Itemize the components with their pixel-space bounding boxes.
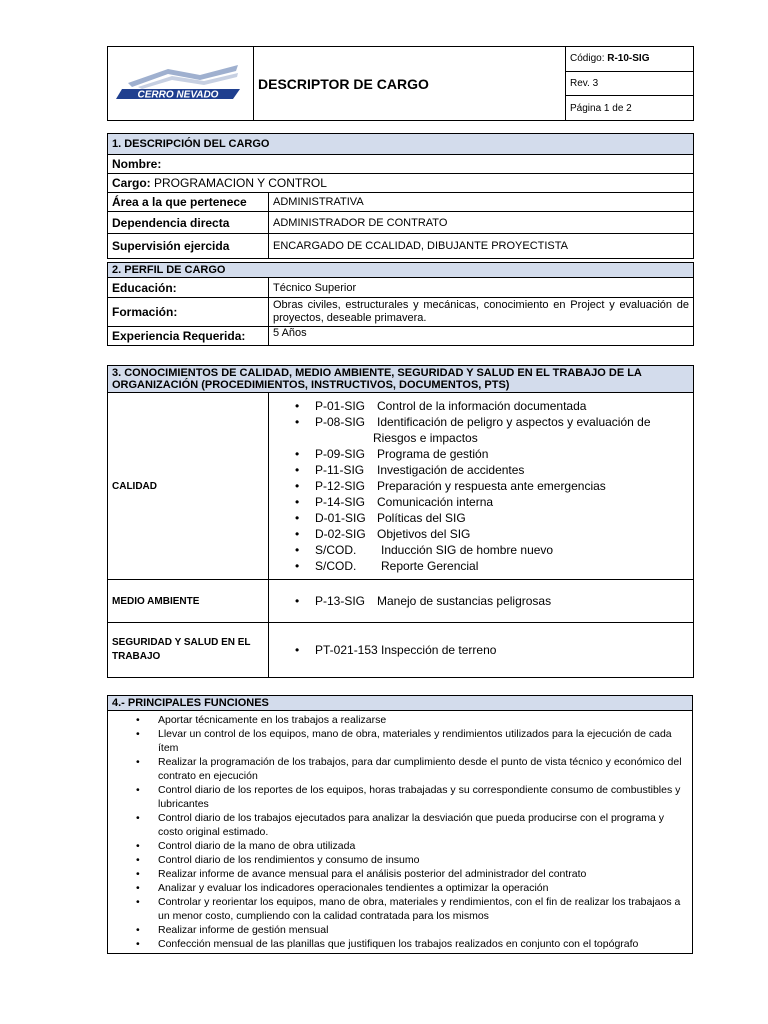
- list-item: • P-01-SIG Control de la información documentada: [269, 398, 693, 414]
- list-item: • P-13-SIG Manejo de sustancias peligrosas: [269, 593, 693, 609]
- document-title: DESCRIPTOR DE CARGO: [254, 47, 566, 121]
- formacion-label: Formación:: [108, 298, 269, 327]
- section2-title: 2. PERFIL DE CARGO: [108, 263, 694, 278]
- experiencia-label: Experiencia Requerida:: [108, 327, 269, 346]
- list-item: • Realizar informe de gestión mensual: [108, 923, 684, 937]
- list-item-continuation: Riesgos e impactos: [373, 431, 478, 445]
- experiencia-value: 5 Años: [269, 327, 694, 346]
- calidad-list: [269, 398, 693, 574]
- section-conocimientos: [107, 365, 694, 678]
- seguridad-cell: [269, 623, 694, 678]
- list-item: • S/COD. Reporte Gerencial: [269, 558, 693, 574]
- list-item: • Realizar la programación de los trabajos, para dar cumplimiento desde el punto de vista técnico y económico del contrato en ejecución: [108, 755, 684, 783]
- list-item: • Realizar informe de avance mensual para el análisis posterior del administrador del contrato: [108, 867, 684, 881]
- medio-ambiente-cell: [269, 580, 694, 623]
- funciones-list-cell: [108, 711, 693, 954]
- formacion-value: Obras civiles, estructurales y mecánicas, conocimiento en Project y evaluación de proyectos, deseable primavera.: [269, 298, 694, 327]
- list-item: • Control diario de los trabajos ejecutados para analizar la desviación que pueda producirse con el programa y costo original estimado.: [108, 811, 684, 839]
- list-item: • Confección mensual de las planillas que justifiquen los trabajos realizados en conjunto con el topógrafo: [108, 937, 684, 951]
- educacion-label: Educación:: [108, 278, 269, 298]
- list-item: • P-09-SIG Programa de gestión: [269, 446, 693, 462]
- area-value: ADMINISTRATIVA: [269, 193, 694, 212]
- funciones-list: [108, 713, 684, 951]
- list-item: • Controlar y reorientar los equipos, mano de obra, materiales y rendimientos, con el fin de realizar los trabajaos a un menor costo, cumpliendo con la calidad contratada para los mismos: [108, 895, 684, 923]
- document-header: [107, 46, 694, 121]
- cargo-value: PROGRAMACION Y CONTROL: [154, 176, 327, 190]
- section-perfil-cargo: [107, 262, 694, 346]
- list-item: • D-02-SIG Objetivos del SIG: [269, 526, 693, 542]
- calidad-list-cell: [269, 393, 694, 580]
- section4-title: 4.- PRINCIPALES FUNCIONES: [108, 696, 693, 711]
- cerro-nevado-logo: [108, 47, 254, 115]
- list-item: • P-12-SIG Preparación y respuesta ante emergencias: [269, 478, 693, 494]
- list-item: • Aportar técnicamente en los trabajos a realizarse: [108, 713, 684, 727]
- section1-title: 1. DESCRIPCIÓN DEL CARGO: [108, 134, 694, 155]
- list-item: • P-11-SIG Investigación de accidentes: [269, 462, 693, 478]
- seguridad-label: SEGURIDAD Y SALUD EN EL TRABAJO: [108, 623, 269, 678]
- medio-ambiente-label: MEDIO AMBIENTE: [108, 580, 269, 623]
- list-item: • S/COD. Inducción SIG de hombre nuevo: [269, 542, 693, 558]
- cargo-row: Cargo: PROGRAMACION Y CONTROL: [108, 174, 694, 193]
- list-item: • Control diario de la mano de obra utilizada: [108, 839, 684, 853]
- supervision-label: Supervisión ejercida: [108, 234, 269, 259]
- list-item: • Control diario de los reportes de los equipos, horas trabajadas y su correspondiente consumo de combustibles y lubricantes: [108, 783, 684, 811]
- calidad-label: CALIDAD: [108, 393, 269, 580]
- list-item: • PT-021-153 Inspección de terreno: [269, 642, 693, 658]
- nombre-label: Nombre:: [108, 155, 694, 174]
- area-label: Área a la que pertenece: [108, 193, 269, 212]
- document-revision: Rev. 3: [566, 71, 694, 96]
- section-principales-funciones: [107, 695, 693, 954]
- dependencia-label: Dependencia directa: [108, 212, 269, 234]
- section-descripcion-cargo: [107, 133, 694, 259]
- dependencia-value: ADMINISTRADOR DE CONTRATO: [269, 212, 694, 234]
- list-item: • P-14-SIG Comunicación interna: [269, 494, 693, 510]
- educacion-value: Técnico Superior: [269, 278, 694, 298]
- supervision-value: ENCARGADO DE CCALIDAD, DIBUJANTE PROYECTISTA: [269, 234, 694, 259]
- list-item: • Analizar y evaluar los indicadores operacionales tendientes a optimizar la operación: [108, 881, 684, 895]
- list-item: • D-01-SIG Políticas del SIG: [269, 510, 693, 526]
- document-page: Página 1 de 2: [566, 96, 694, 121]
- section3-title: 3. CONOCIMIENTOS DE CALIDAD, MEDIO AMBIENTE, SEGURIDAD Y SALUD EN EL TRABAJO DE LA ORGANIZACIÓN (PROCEDIMIENTOS, INSTRUCTIVOS, DOCUMENTOS, PTS): [108, 366, 694, 393]
- logo-text: CERRO NEVADO: [137, 89, 219, 101]
- list-item: • Control diario de los rendimientos y consumo de insumo: [108, 853, 684, 867]
- logo-cell: [108, 47, 254, 121]
- list-item: • Llevar un control de los equipos, mano de obra, materiales y rendimientos utilizados para la ejecución de cada ítem: [108, 727, 684, 755]
- list-item: • P-08-SIG Identificación de peligro y aspectos y evaluación de: [269, 414, 693, 430]
- document-code: Código: R-10-SIG: [566, 47, 694, 72]
